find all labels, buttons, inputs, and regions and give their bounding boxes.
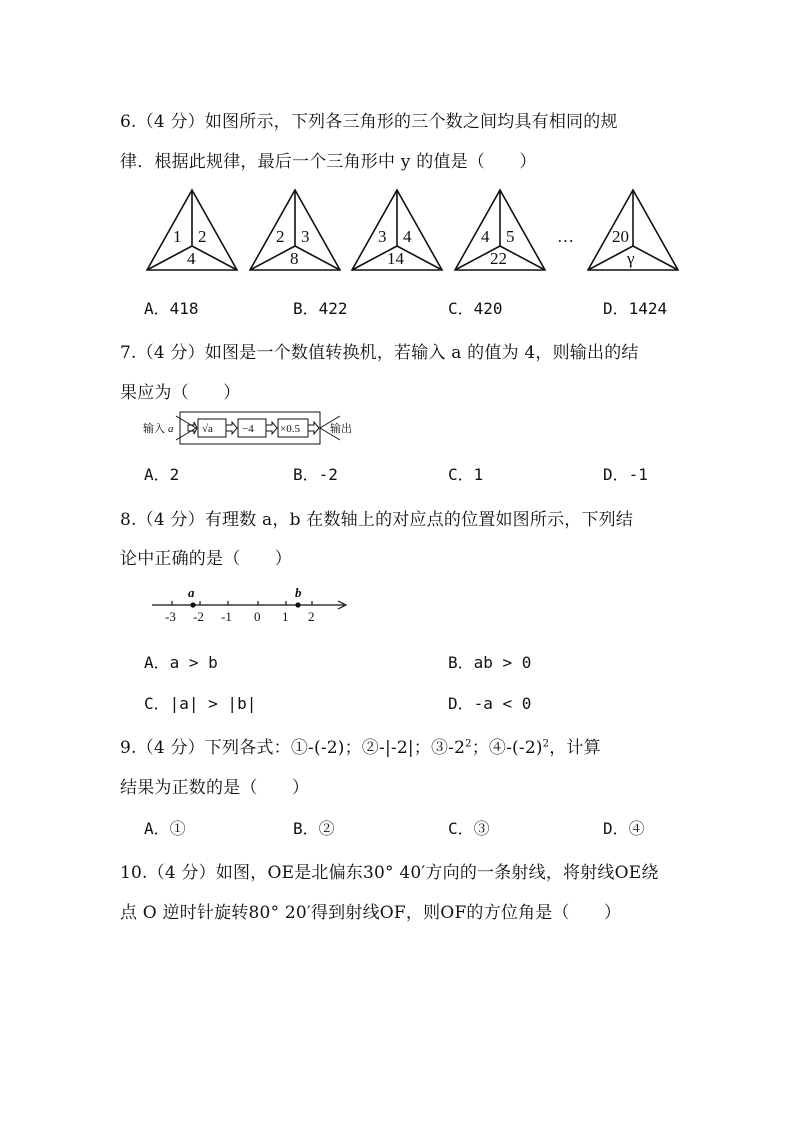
tick-neg2: -2 <box>193 609 204 624</box>
q7-option-c[interactable]: C．1 <box>448 465 484 484</box>
q7-machine-figure <box>140 410 360 448</box>
q9-option-a[interactable]: A．① <box>144 819 186 838</box>
tick-2: 2 <box>308 609 315 624</box>
t5-top: 20 <box>612 227 629 246</box>
q6-stem-line2: 律．根据此规律，最后一个三角形中 y 的值是（ ） <box>120 152 537 172</box>
q8-option-c[interactable]: C．|a| > |b| <box>144 694 257 713</box>
q6-stem-line1: 6.（4 分）如图所示，下列各三角形的三个数之间均具有相同的规 <box>120 112 618 132</box>
machine-step-times: ×0.5 <box>280 423 300 435</box>
t1-left: 1 <box>173 227 182 246</box>
q8-number-line <box>148 583 353 628</box>
q6-triangles-figure <box>140 188 685 278</box>
q9-option-c[interactable]: C．③ <box>448 819 490 838</box>
q7-option-d[interactable]: D．-1 <box>603 465 648 484</box>
q6-ellipsis: … <box>557 227 574 246</box>
q9-part-a: 9.（4 分）下列各式：①-(-2)；②-|-2|；③-2 <box>120 738 466 758</box>
t5-bottom: γ <box>627 249 635 268</box>
t3-right: 4 <box>403 227 412 246</box>
q7-stem-line2: 果应为（ ） <box>120 383 241 403</box>
t1-bottom: 4 <box>187 249 196 268</box>
q9-part-c: ，计算 <box>549 738 601 758</box>
t2-right: 3 <box>301 227 310 246</box>
t3-bottom: 14 <box>387 249 404 268</box>
q8-option-b[interactable]: B．ab > 0 <box>448 653 532 672</box>
q9-stem-line2: 结果为正数的是（ ） <box>120 778 310 798</box>
q8-stem-line2: 论中正确的是（ ） <box>120 549 292 569</box>
machine-input-var: a <box>168 423 174 435</box>
q7-stem-line1: 7.（4 分）如图是一个数值转换机，若输入 a 的值为 4，则输出的结 <box>120 343 639 363</box>
t2-bottom: 8 <box>290 249 299 268</box>
machine-input-label: 输入 <box>143 423 165 435</box>
q6-option-d[interactable]: D．1424 <box>603 299 668 318</box>
q9-option-b[interactable]: B．② <box>293 819 335 838</box>
q9-sup-1: 2 <box>465 738 472 750</box>
t2-left: 2 <box>276 227 285 246</box>
machine-step-minus4: −4 <box>242 423 254 435</box>
t4-bottom: 22 <box>490 249 507 268</box>
q6-option-a[interactable]: A．418 <box>144 299 199 318</box>
machine-output-label: 输出 <box>330 423 352 435</box>
point-a-label: a <box>188 585 195 600</box>
tick-0: 0 <box>254 609 261 624</box>
q8-option-a[interactable]: A．a > b <box>144 653 218 672</box>
q10-stem-line2: 点 O 逆时针旋转80° 20′得到射线OF，则OF的方位角是（ ） <box>120 903 622 923</box>
t1-right: 2 <box>198 227 207 246</box>
q8-option-d[interactable]: D．-a < 0 <box>448 694 532 713</box>
q9-stem-line1 <box>120 733 601 758</box>
tick-1: 1 <box>282 609 289 624</box>
q9-part-b: ；④-(-2) <box>471 738 543 758</box>
q6-option-b[interactable]: B．422 <box>293 299 348 318</box>
t4-left: 4 <box>481 227 490 246</box>
t4-right: 5 <box>506 227 515 246</box>
q10-stem-line1: 10.（4 分）如图，OE是北偏东30° 40′方向的一条射线，将射线OE绕 <box>120 863 659 883</box>
q8-stem-line1: 8.（4 分）有理数 a，b 在数轴上的对应点的位置如图所示，下列结 <box>120 510 634 530</box>
tick-neg3: -3 <box>165 609 176 624</box>
tick-neg1: -1 <box>221 609 232 624</box>
q9-sup-2: 2 <box>542 738 550 750</box>
point-b-label: b <box>295 585 302 600</box>
q6-option-c[interactable]: C．420 <box>448 299 503 318</box>
q9-option-d[interactable]: D．④ <box>603 819 645 838</box>
t3-left: 3 <box>378 227 387 246</box>
q7-option-a[interactable]: A．2 <box>144 465 180 484</box>
machine-step-sqrt: √a <box>202 423 213 435</box>
q7-option-b[interactable]: B．-2 <box>293 465 338 484</box>
